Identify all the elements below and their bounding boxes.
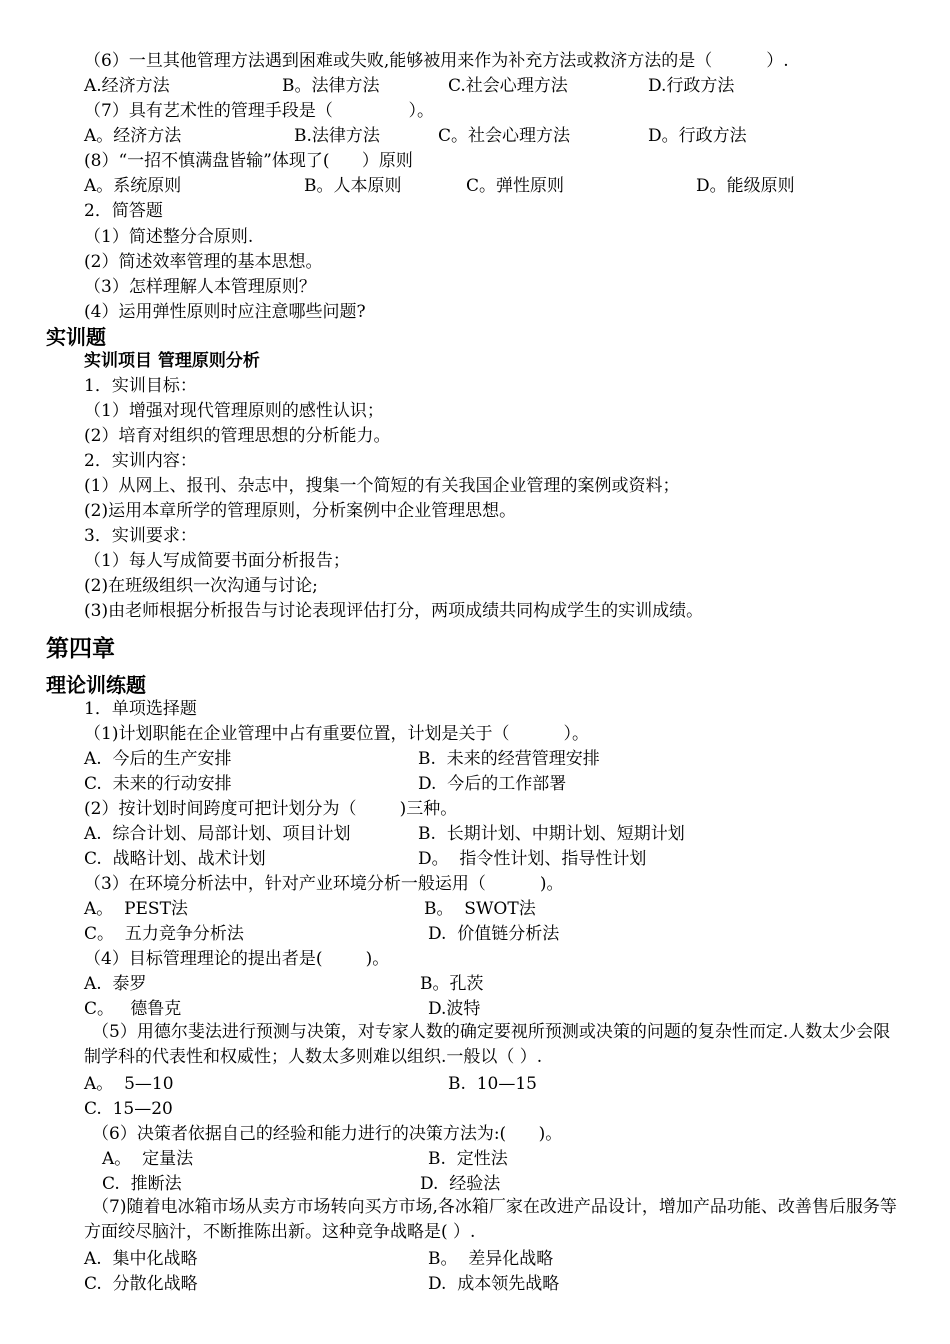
option-d: D. 成本领先战略 [428, 1274, 560, 1294]
option-c: C。 德鲁克 [84, 999, 182, 1019]
option-d: D。行政方法 [648, 126, 747, 146]
practice-project-title: 实训项目 管理原则分析 [84, 351, 260, 371]
option-a: A. 综合计划、局部计划、项目计划 [84, 824, 351, 844]
question-1: （1)计划职能在企业管理中占有重要位置，计划是关于（ ）。 [84, 724, 589, 744]
option-c: C. 未来的行动安排 [84, 774, 232, 794]
practice-content-2: (2)运用本章所学的管理原则，分析案例中企业管理思想。 [84, 501, 517, 521]
option-a: A。 PEST法 [84, 899, 188, 919]
practice-requirement-3: (3)由老师根据分析报告与讨论表现评估打分，两项成绩共同构成学生的实训成绩。 [84, 601, 704, 621]
option-c: C。 五力竞争分析法 [84, 924, 244, 944]
option-b: B.法律方法 [294, 126, 380, 146]
option-c: C. 战略计划、战术计划 [84, 849, 266, 869]
short-answer-2: (2）简述效率管理的基本思想。 [84, 252, 323, 272]
option-b: B。孔茨 [420, 974, 484, 994]
practice-requirement-2: (2)在班级组织一次沟通与讨论; [84, 576, 318, 596]
question-7: （7)随着电冰箱市场从卖方市场转向买方市场,各冰箱厂家在改进产品设计，增加产品功能、改善售后服务等方面绞尽脑汁，不断推陈出新。这种竞争战略是( ）. [84, 1197, 897, 1242]
option-d: D。能级原则 [696, 176, 795, 196]
question-2: (2）按计划时间跨度可把计划分为（ )三种。 [84, 799, 458, 819]
option-a: A. 集中化战略 [84, 1249, 198, 1269]
option-a: A.经济方法 [84, 76, 170, 96]
practice-content-1: (1）从网上、报刊、杂志中，搜集一个简短的有关我国企业管理的案例或资料； [84, 476, 680, 496]
option-d: D。 指令性计划、指导性计划 [418, 849, 647, 869]
option-d: D. 今后的工作部署 [418, 774, 567, 794]
option-d: D.行政方法 [648, 76, 735, 96]
question-3: （3）在环境分析法中，针对产业环境分析一般运用（ )。 [84, 874, 564, 894]
question-6: （6）一旦其他管理方法遇到困难或失败,能够被用来作为补充方法或救济方法的是（ ）. [84, 51, 789, 71]
option-b: B. 未来的经营管理安排 [418, 749, 600, 769]
option-b: B。 差异化战略 [428, 1249, 554, 1269]
option-a: A. 今后的生产安排 [84, 749, 232, 769]
option-a: A。系统原则 [84, 176, 182, 196]
short-answer-heading: 2．简答题 [84, 201, 163, 221]
option-d: D.波特 [428, 999, 481, 1019]
question-4: （4）目标管理理论的提出者是( )。 [84, 949, 390, 969]
option-b: B. 10—15 [448, 1074, 537, 1094]
question-7: （7）具有艺术性的管理手段是（ ）。 [84, 101, 434, 121]
practice-goal-1: （1）增强对现代管理原则的感性认识； [84, 401, 384, 421]
question-5: （5）用德尔斐法进行预测与决策，对专家人数的确定要视所预测或决策的问题的复杂性而定.人数太少会限制学科的代表性和权威性；人数太多则难以组织.一般以（ ）. [84, 1022, 891, 1067]
option-a: A。 5—10 [84, 1074, 174, 1094]
single-choice-heading: 1．单项选择题 [84, 699, 197, 719]
option-b: B. 定性法 [428, 1149, 508, 1169]
practice-content-heading: 2．实训内容： [84, 451, 197, 471]
option-b: B. 长期计划、中期计划、短期计划 [418, 824, 685, 844]
short-answer-4: (4）运用弹性原则时应注意哪些问题? [84, 302, 366, 322]
question-8: (8）“一招不慎满盘皆输”体现了( ）原则 [84, 151, 413, 171]
option-c: C. 15—20 [84, 1099, 173, 1119]
option-c: C。弹性原则 [466, 176, 565, 196]
option-a: A. 泰罗 [84, 974, 147, 994]
practice-goal-heading: 1．实训目标： [84, 376, 197, 396]
short-answer-3: （3）怎样理解人本管理原则？ [84, 277, 316, 297]
practice-goal-2: (2）培育对组织的管理思想的分析能力。 [84, 426, 391, 446]
option-a: A。 定量法 [102, 1149, 194, 1169]
option-d: D. 经验法 [420, 1174, 501, 1194]
option-b: B。人本原则 [304, 176, 402, 196]
option-c: C.社会心理方法 [448, 76, 568, 96]
option-c: C. 分散化战略 [84, 1274, 198, 1294]
short-answer-1: （1）简述整分合原则. [84, 227, 254, 247]
option-b: B。法律方法 [282, 76, 380, 96]
option-b: B。 SWOT法 [424, 899, 536, 919]
chapter-title: 第四章 [46, 636, 115, 662]
section-heading: 理论训练题 [46, 673, 146, 697]
practice-requirement-1: （1）每人写成简要书面分析报告； [84, 551, 350, 571]
question-6: （6）决策者依据自己的经验和能力进行的决策方法为:( )。 [92, 1124, 563, 1144]
practice-heading: 实训题 [46, 325, 106, 349]
option-d: D. 价值链分析法 [428, 924, 560, 944]
option-a: A。经济方法 [84, 126, 182, 146]
option-c: C。社会心理方法 [438, 126, 571, 146]
option-c: C. 推断法 [102, 1174, 182, 1194]
practice-requirement-heading: 3．实训要求： [84, 526, 197, 546]
